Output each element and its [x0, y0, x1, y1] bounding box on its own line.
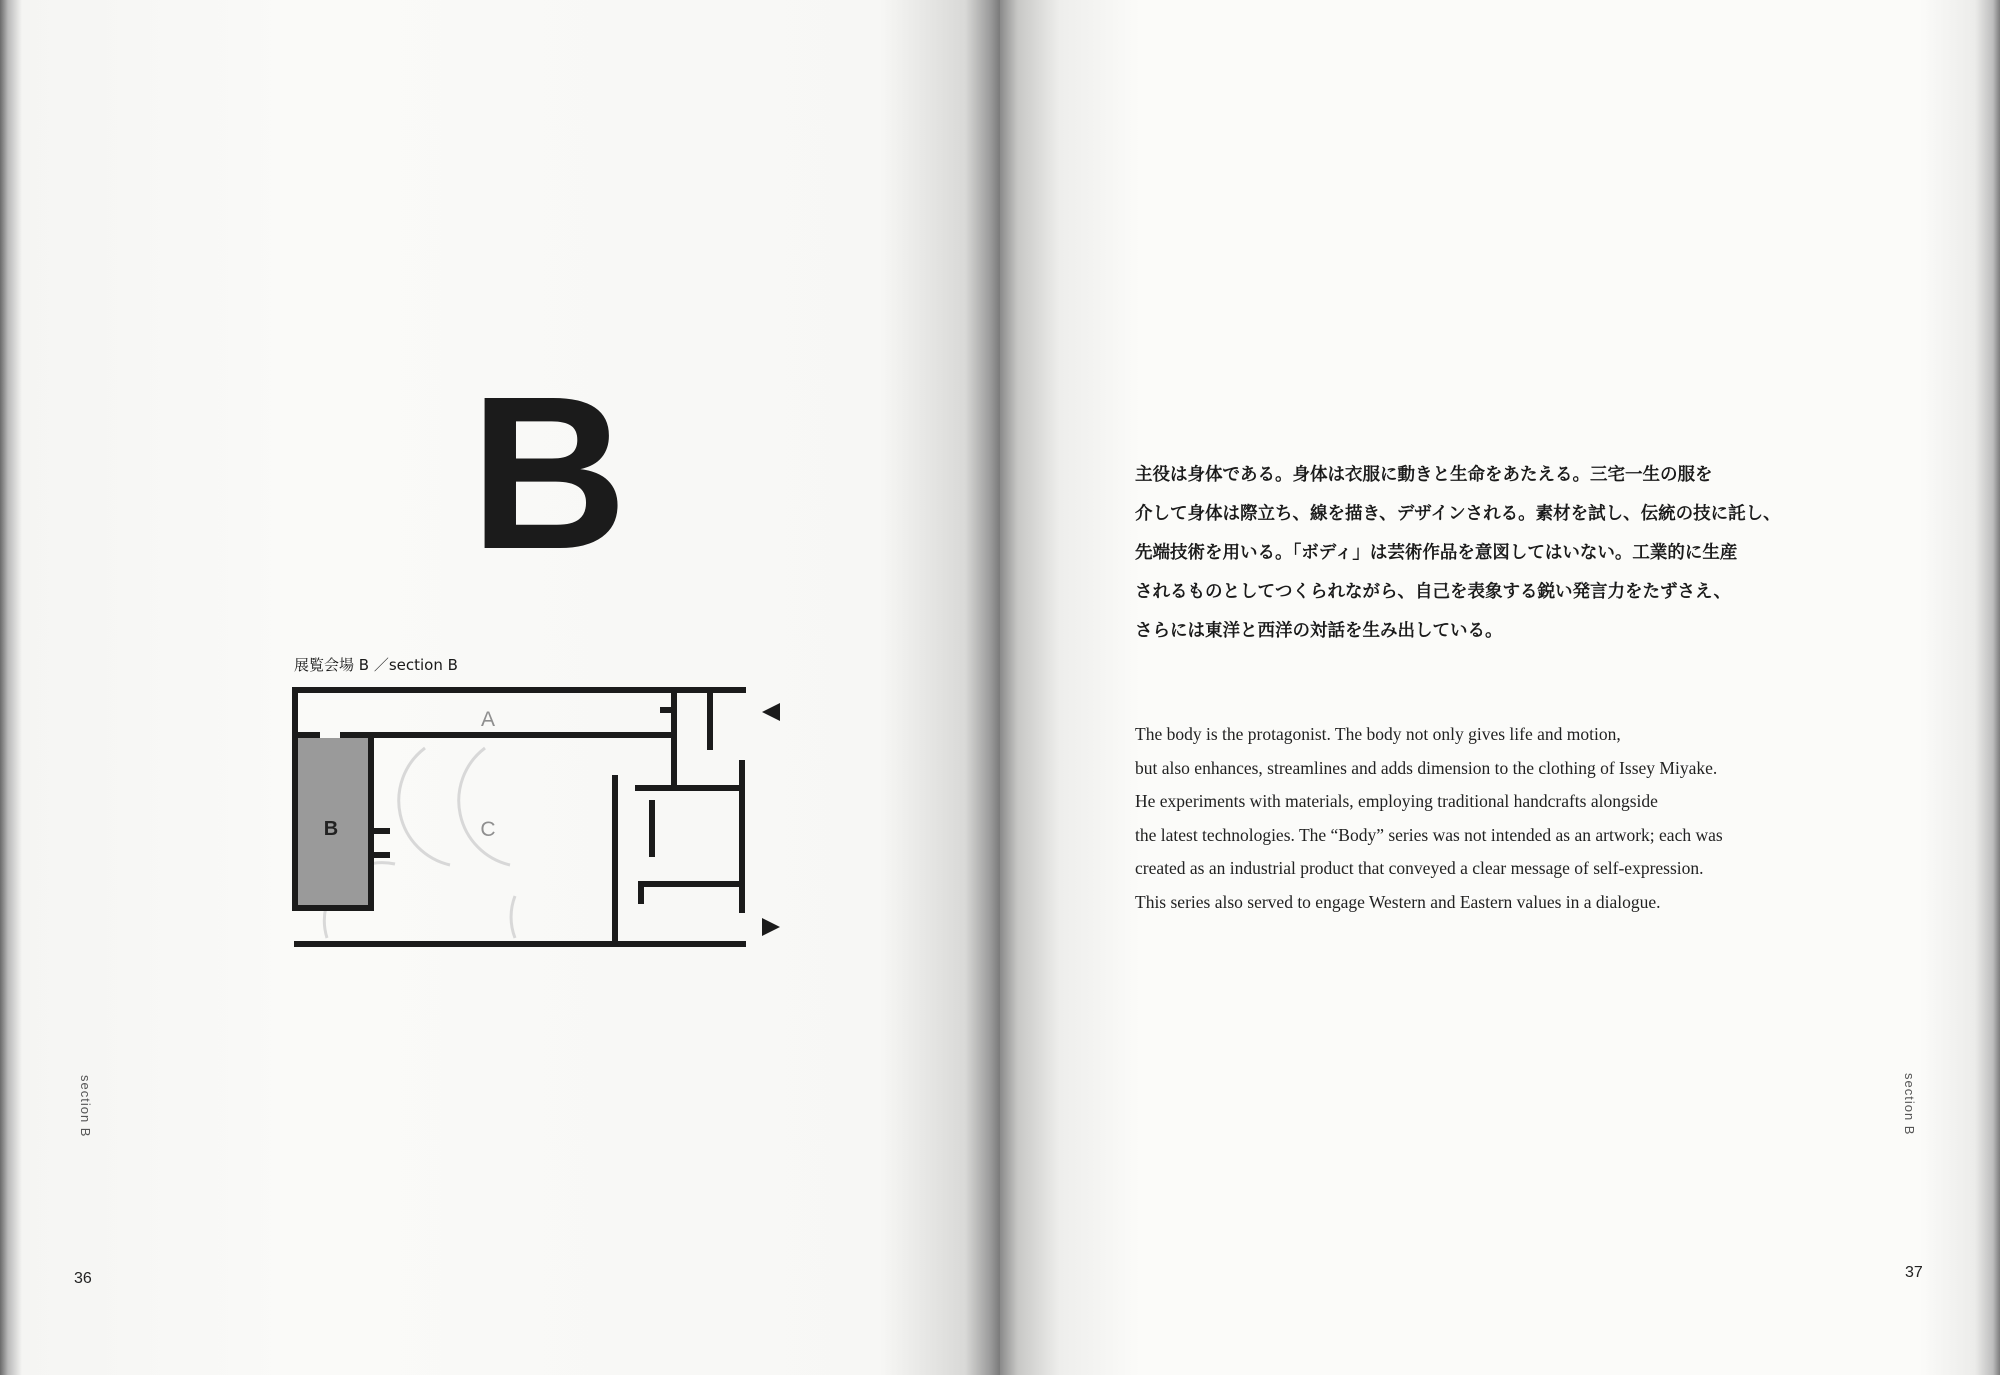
room-label-a: A: [480, 708, 496, 731]
english-line: created as an industrial product that conveyed a clear message of self-expression.: [1135, 858, 1704, 878]
right-page: [1000, 0, 2000, 1375]
english-line: the latest technologies. The “Body” series was not intended as an artwork; each was: [1135, 824, 1723, 845]
room-label-b: B: [323, 818, 339, 840]
floor-plan-caption: 展覧会場 B ／section B: [294, 656, 458, 674]
japanese-line: さらには東洋と西洋の対話を生み出している。: [1135, 621, 1503, 641]
door-arc-4: [511, 896, 515, 938]
page-number-right: 37: [1905, 1264, 1923, 1281]
english-line: The body is the protagonist. The body not only gives life and motion,: [1135, 724, 1621, 744]
section-letter: B: [470, 352, 624, 595]
japanese-line: 先端技術を用いる。「ボディ」は芸術作品を意図してはいない。工業的に生産: [1135, 543, 1738, 563]
japanese-line: されるものとしてつくられながら、自己を表象する鋭い発言力をたずさえ、: [1135, 582, 1732, 602]
running-section-label-right: section B: [1902, 1073, 1917, 1136]
room-label-c: C: [480, 818, 496, 841]
floor-plan: [290, 680, 810, 960]
running-section-label: section B: [78, 1075, 93, 1138]
japanese-line: 介して身体は際立ち、線を描き、デザインされる。素材を試し、伝統の技に託し、: [1135, 504, 1781, 524]
page-number: 36: [74, 1270, 92, 1287]
english-line: This series also served to engage Western and Eastern values in a dialogue.: [1135, 891, 1661, 912]
door-arc-2: [459, 748, 510, 865]
japanese-line: 主役は身体である。身体は衣服に動きと生命をあたえる。三宅一生の服を: [1135, 465, 1713, 485]
exit-arrow-icon: [762, 918, 780, 936]
english-line: He experiments with materials, employing traditional handcrafts alongside: [1135, 791, 1658, 811]
english-line: but also enhances, streamlines and adds dimension to the clothing of Issey Miyake.: [1135, 757, 1718, 778]
entrance-arrow-icon: [762, 703, 780, 721]
door-arc-1: [399, 748, 450, 865]
japanese-paragraph: [1135, 456, 1835, 651]
english-paragraph: [1135, 718, 1855, 919]
